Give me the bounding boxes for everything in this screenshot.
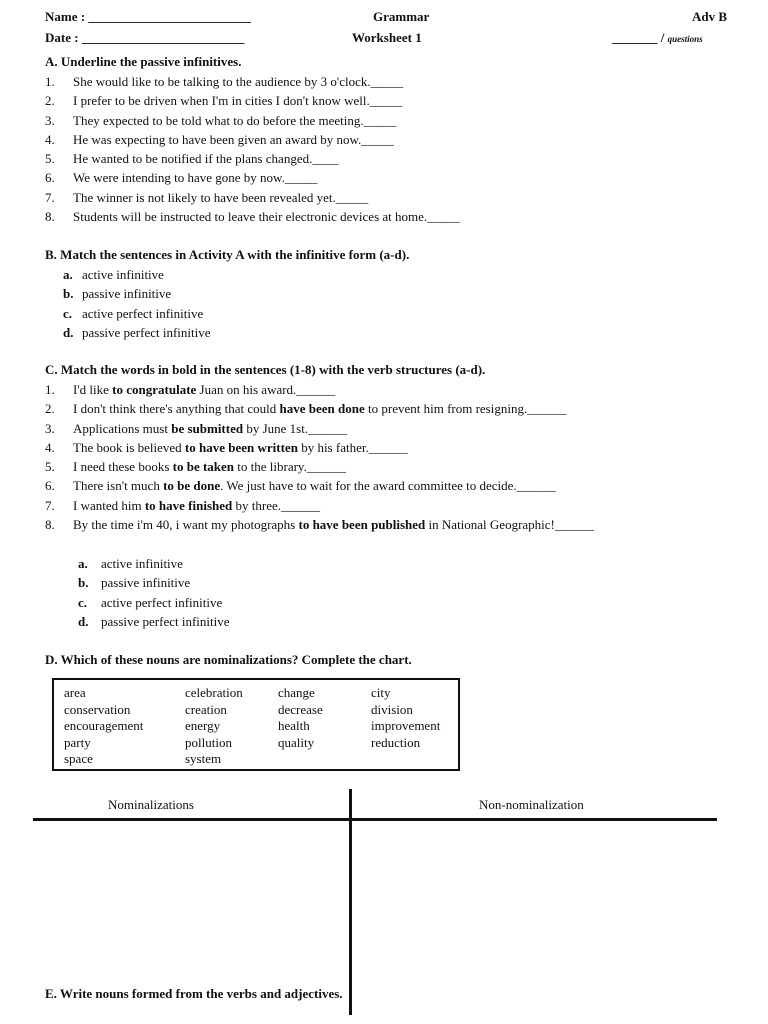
word: reduction (371, 734, 421, 750)
list-item: 2. I don't think there's anything that could have been done to prevent him from resigning.______ (45, 401, 567, 417)
list-item: d. passive perfect infinitive (63, 324, 211, 340)
section-c-list (45, 380, 745, 534)
list-item: 2. I prefer to be driven when I'm in cities I don't know well._____ (45, 93, 403, 109)
word: party (64, 734, 91, 750)
word: health (278, 718, 310, 734)
list-item: 7. The winner is not likely to have been revealed yet._____ (45, 189, 369, 205)
subject-title: Grammar (373, 9, 430, 24)
list-item: b. passive infinitive (63, 286, 172, 302)
list-item: 6. We were intending to have gone by now._____ (45, 170, 318, 186)
word: decrease (278, 701, 323, 717)
list-item: d. passive perfect infinitive (78, 613, 230, 629)
list-item: 4. The book is believed to have been written by his father.______ (45, 439, 408, 455)
word: system (185, 751, 222, 767)
word: energy (185, 718, 221, 734)
word-box (52, 678, 460, 771)
word: change (278, 685, 315, 700)
word: improvement (371, 718, 441, 734)
word: celebration (185, 685, 243, 700)
list-item: 7. I wanted him to have finished by three.______ (45, 497, 320, 513)
list-item: 8. By the time i'm 40, i want my photographs to have been published in National Geographic!______ (45, 517, 594, 533)
word: creation (185, 701, 227, 717)
word: division (371, 701, 413, 717)
section-b-title: B. Match the sentences in Activity A with the infinitive form (a-d). (45, 247, 410, 262)
word: area (64, 685, 86, 700)
list-item: 5. He wanted to be notified if the plans changed.____ (45, 151, 339, 167)
section-b-options (63, 265, 211, 342)
list-item: c. active perfect infinitive (63, 305, 204, 321)
list-item: c. active perfect infinitive (78, 594, 223, 610)
score-unit: questions (667, 34, 703, 44)
score-blank: _______ / (612, 30, 665, 45)
section-a-title: A. Underline the passive infinitives. (45, 54, 242, 69)
chart-column-nominalizations: Nominalizations (108, 797, 194, 812)
chart-horizontal-line (33, 818, 717, 821)
chart-vertical-line (349, 789, 352, 1015)
word: pollution (185, 734, 232, 750)
list-item: a. active infinitive (78, 556, 183, 571)
word: quality (278, 734, 315, 750)
section-c-options (78, 554, 230, 631)
list-item: b. passive infinitive (78, 575, 191, 591)
list-item: 4. He was expecting to have been given an award by now._____ (45, 131, 394, 147)
list-item: 8. Students will be instructed to leave their electronic devices at home._____ (45, 209, 460, 225)
section-e-title: E. Write nouns formed from the verbs and adjectives. (45, 986, 343, 1001)
list-item: 5. I need these books to be taken to the library.______ (45, 459, 346, 475)
word: space (64, 751, 93, 767)
section-d-title: D. Which of these nouns are nominalizations? Complete the chart. (45, 652, 412, 667)
worksheet-title: Worksheet 1 (352, 30, 422, 45)
word: conservation (64, 701, 131, 717)
list-item: 6. There isn't much to be done. We just have to wait for the award committee to decide.______ (45, 478, 556, 494)
level-label: Adv B (692, 9, 728, 24)
list-item: a. active infinitive (63, 267, 164, 282)
date-field-label: Date : _________________________ (45, 30, 245, 45)
score-field (612, 30, 703, 46)
list-item: 1. She would like to be talking to the audience by 3 o'clock._____ (45, 74, 404, 89)
list-item: 3. They expected to be told what to do before the meeting._____ (45, 112, 397, 128)
section-a-list (45, 72, 745, 226)
section-c-title: C. Match the words in bold in the sentences (1-8) with the verb structures (a-d). (45, 362, 486, 377)
word: encouragement (64, 718, 144, 734)
chart-column-non-nominalization: Non-nominalization (479, 797, 584, 812)
name-field-label: Name : _________________________ (45, 9, 251, 24)
word: city (371, 685, 391, 700)
list-item: 3. Applications must be submitted by June 1st.______ (45, 420, 348, 436)
list-item: 1. I'd like to congratulate Juan on his award.______ (45, 382, 336, 397)
